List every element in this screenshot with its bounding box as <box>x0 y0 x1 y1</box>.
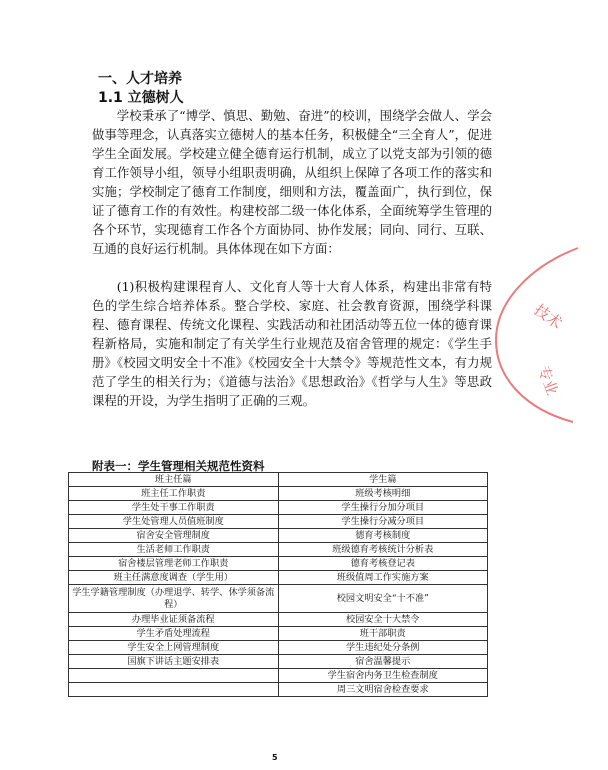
table-row <box>69 571 488 585</box>
table-cell: 学生学籍管理制度（办理退学、转学、休学须备流程） <box>69 585 279 613</box>
table-cell: 宿舍楼层管理老师工作职责 <box>69 557 279 571</box>
table-cell: 办理毕业证须备流程 <box>69 613 279 627</box>
table-cell: 学生安全上网管理制度 <box>69 641 279 655</box>
seal-stamp <box>478 240 608 430</box>
table-cell: 学生处干事工作职责 <box>69 501 279 515</box>
table-cell: 宿舍温馨提示 <box>278 655 488 669</box>
table-cell: 学生操行分加分项目 <box>278 501 488 515</box>
regulations-table <box>68 472 488 697</box>
table-cell: 班干部职责 <box>278 627 488 641</box>
table-cell <box>69 683 279 697</box>
svg-text:技术: 技术 <box>530 300 566 333</box>
section-heading: 一、人才培养 <box>98 71 182 87</box>
table-cell: 国旗下讲话主题安排表 <box>69 655 279 669</box>
table-row <box>69 683 488 697</box>
table-cell: 校园安全十大禁令 <box>278 613 488 627</box>
table-row <box>69 515 488 529</box>
table-row <box>69 585 488 613</box>
page-number: 5 <box>272 753 278 762</box>
table-row <box>69 641 488 655</box>
table-row <box>69 543 488 557</box>
table-cell: 德育考核登记表 <box>278 557 488 571</box>
table-cell: 德育考核制度 <box>278 529 488 543</box>
table-cell: 班级德育考核统计分析表 <box>278 543 488 557</box>
table-cell: 学生矛盾处理流程 <box>69 627 279 641</box>
table-cell: 周三文明宿舍检查要求 <box>278 683 488 697</box>
table-row <box>69 669 488 683</box>
table-title: 附表一：学生管理相关规范性资料 <box>92 459 265 473</box>
table-cell: 宿舍安全管理制度 <box>69 529 279 543</box>
table-cell: 班级值周工作实施方案 <box>278 571 488 585</box>
table-row <box>69 557 488 571</box>
subsection-heading: 1.1 立德树人 <box>98 90 184 106</box>
table-cell: 学生操行分减分项目 <box>278 515 488 529</box>
column-header-teacher: 班主任篇 <box>69 473 279 487</box>
table-cell <box>69 669 279 683</box>
table-cell: 班级考核明细 <box>278 487 488 501</box>
svg-text:专业: 专业 <box>534 363 562 398</box>
table-row <box>69 627 488 641</box>
table-cell: 班主任满意度调查（学生用） <box>69 571 279 585</box>
table-row <box>69 487 488 501</box>
table-header-row <box>69 473 488 487</box>
table-cell: 生活老师工作职责 <box>69 543 279 557</box>
table-cell: 学生违纪处分条例 <box>278 641 488 655</box>
table-cell: 学生处管理人员值班制度 <box>69 515 279 529</box>
table-cell: 校园文明安全“十不准” <box>278 585 488 613</box>
intro-paragraph: 学校秉承了“博学、慎思、勤勉、奋进”的校训，围绕学会做人、学会做事等理念，认真落实立德树人的基本任务，积极健全“三全育人”，促进学生全面发展。学校建立健全德育运行机制，成立了以党支部为引领的德育工作领导小组，领导小组职责明确，从组织上保障了各项工作的落实和实施；学校制定了德育工作制度，细则和方法，覆盖面广，执行到位，保证了德育工作的有效性。构建校部二级一体化体系，全面统筹学生管理的各个环节，实现德育工作各个方面协同、协作发展；同向、同行、互联、互通的良好运行机制。具体体现在如下方面： <box>92 108 492 256</box>
table-row <box>69 613 488 627</box>
detail-paragraph: (1)积极构建课程育人、文化育人等十大育人体系，构建出非常有特色的学生综合培养体系。整合学校、家庭、社会教育资源，围绕学科课程、德育课程、传统文化课程、实践活动和社团活动等五位一体的德育课程新格局，实施和制定了有关学生行业规范及宿舍管理的规定：《学生手册》《校园文明安全十不准》《校园安全十大禁令》等规范性文本，有力规范了学生的相关行为；《道德与法治》《思想政治》《哲学与人生》等思政课程的开设，为学生指明了正确的三观。 <box>92 279 492 408</box>
column-header-student: 学生篇 <box>278 473 488 487</box>
table-cell: 学生宿舍内务卫生检查制度 <box>278 669 488 683</box>
table-row <box>69 655 488 669</box>
table-row <box>69 501 488 515</box>
table-cell: 班主任工作职责 <box>69 487 279 501</box>
table-row <box>69 529 488 543</box>
